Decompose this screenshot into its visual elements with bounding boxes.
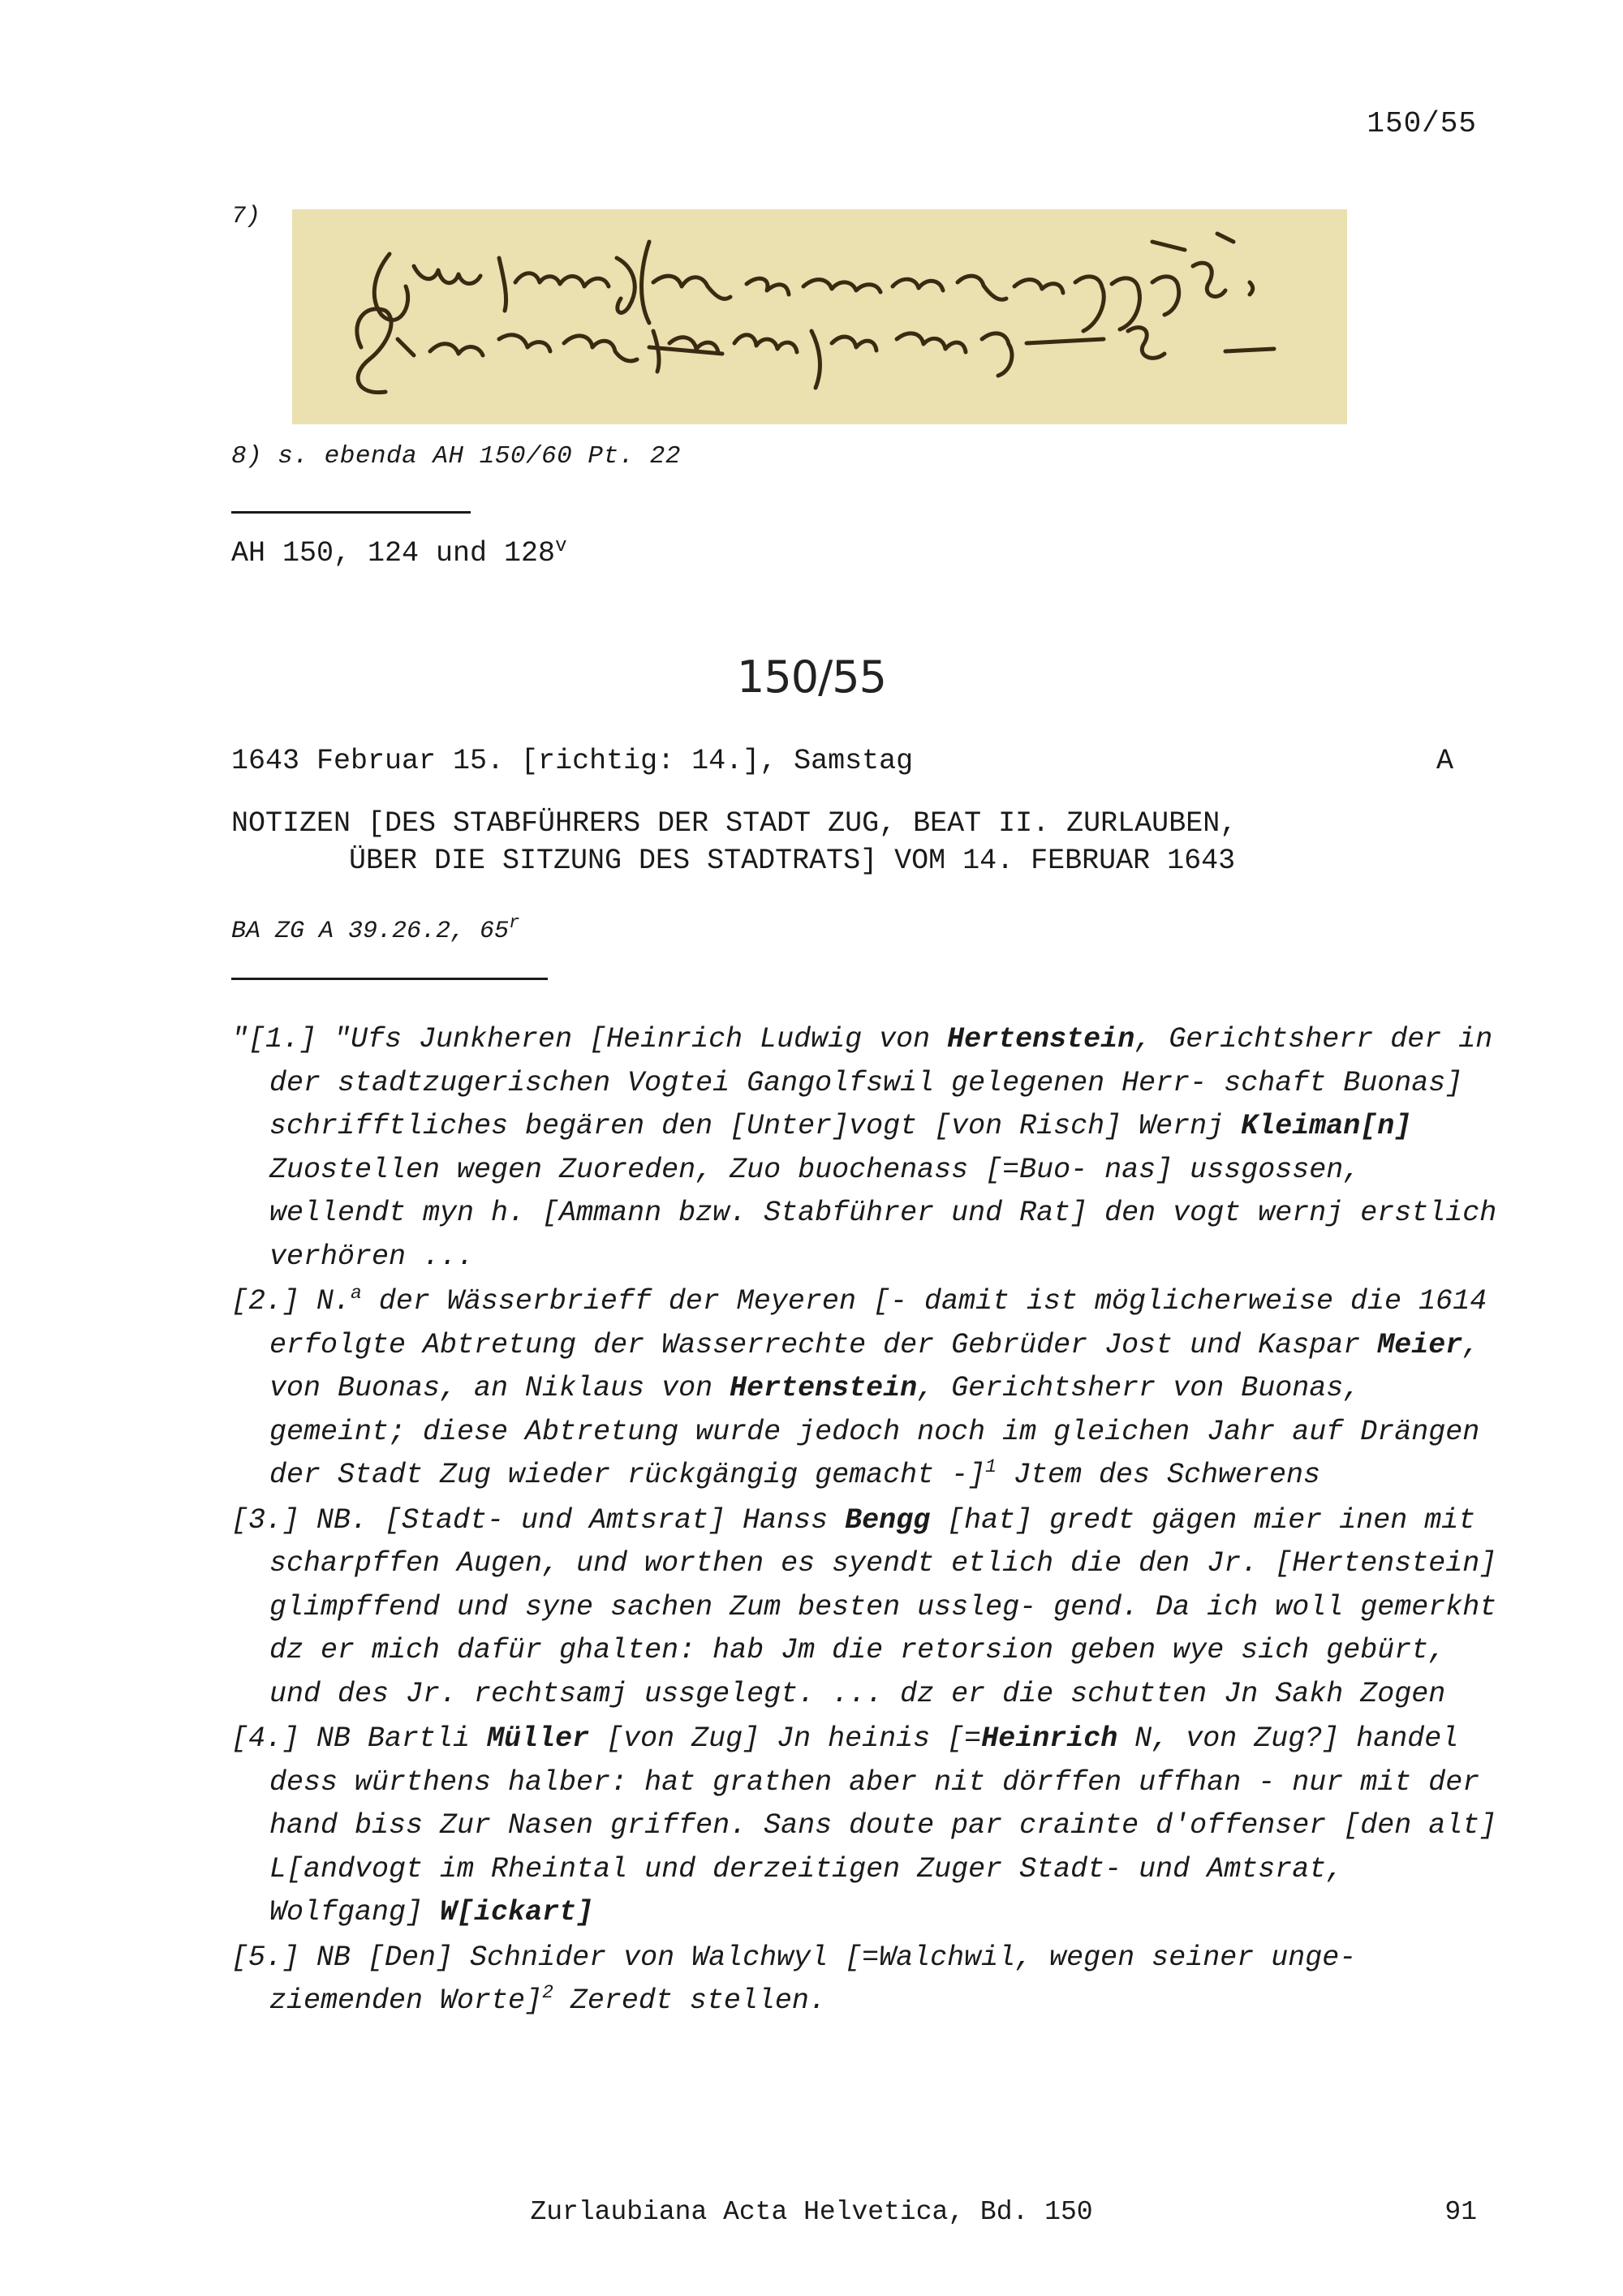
date-letter: A — [1436, 745, 1454, 777]
footnote-8: 8) s. ebenda AH 150/60 Pt. 22 — [231, 442, 681, 471]
date-line: 1643 Februar 15. [richtig: 14.], Samstag — [231, 745, 914, 777]
archive-reference — [231, 913, 519, 945]
text: [4.] NB Bartli — [231, 1722, 488, 1755]
name-bold: Hertenstein — [730, 1372, 918, 1404]
footnote-marker: a — [351, 1283, 362, 1304]
name-bold: Hertenstein — [947, 1023, 1135, 1056]
text: [3.] NB. [Stadt- und Amtsrat] Hanss — [231, 1503, 846, 1537]
document-body — [231, 1018, 1497, 2025]
paragraph-4 — [231, 1718, 1497, 1935]
text: Zeredt stellen. — [553, 1984, 826, 2017]
source-reference-sup: v — [555, 535, 567, 557]
page-footer: Zurlaubiana Acta Helvetica, Bd. 150 — [530, 2197, 1093, 2227]
handwriting-image — [292, 209, 1347, 424]
paragraph-1 — [231, 1018, 1497, 1279]
text: Jtem des Schwerens — [996, 1459, 1321, 1491]
text: Zuostellen wegen Zuoreden, Zuo buochenass [=Buo- nas] ussgossen, wellendt myn h. [Ammann bzw. Stabführer und Rat] den vogt wernj erstlich verhören ... — [269, 1153, 1497, 1273]
text: N, von Zug?] handel dess würthens halber: hat grathen aber nit dörffen uffhan - nur mit der hand biss Zur Nasen griffen. Sans doute par crainte d'offenser [den alt] L[andvogt im Rheintal und derzeitigen Zuger Stadt- und Amtsrat, Wolfgang] — [269, 1722, 1497, 1928]
paragraph-5 — [231, 1937, 1497, 2023]
archive-reference-text: BA ZG A 39.26.2, 65 — [231, 918, 510, 945]
name-bold: Bengg — [845, 1503, 931, 1537]
handwriting-icon — [292, 209, 1347, 424]
heading-line-2: ÜBER DIE SITZUNG DES STADTRATS] VOM 14. FEBRUAR 1643 — [349, 845, 1236, 877]
name-bold: W[ickart] — [440, 1896, 594, 1928]
paragraph-2 — [231, 1280, 1497, 1498]
text: [5.] NB [Den] Schnider von Walchwyl [=Walchwil, wegen seiner unge- ziemenden Worte] — [231, 1941, 1357, 2017]
footnote-marker: 1 — [985, 1456, 997, 1477]
source-reference — [231, 535, 566, 570]
name-bold: Heinrich — [981, 1722, 1118, 1755]
source-reference-text: AH 150, 124 und 128 — [231, 537, 556, 570]
text: [hat] gredt gägen mier inen mit scharpffen Augen, und worthen es syendt etlich die den Jr. [Hertenstein] glimpffend und syne sachen Zum besten ussleg- gend. Da ich woll gemerkht dz er mich dafür ghalten: hab Jm die retorsion geben wye sich gebürt, und des Jr. rechtsamj ussgelegt. ... dz er die schutten Jn Sakh Zogen — [269, 1503, 1497, 1710]
divider-rule — [231, 511, 471, 514]
text: [2.] N. — [231, 1285, 351, 1318]
text: der Wässerbrieff der Meyeren [- damit ist möglicherweise die 1614 erfolgte Abtretung der Wasserrechte der Gebrüder Jost und Kaspar — [269, 1285, 1487, 1361]
paragraph-3 — [231, 1499, 1497, 1717]
document-title: 150/55 — [737, 651, 886, 703]
archive-reference-sup: r — [509, 913, 520, 933]
text: "[1.] "Ufs Junkheren [Heinrich Ludwig von — [231, 1023, 948, 1056]
page-number-bottom: 91 — [1444, 2197, 1477, 2227]
text: [von Zug] Jn heinis [= — [589, 1722, 982, 1755]
footnote-7-label: 7) — [231, 203, 261, 230]
page-number-top: 150/55 — [1367, 107, 1477, 140]
text: , Gerichtsherr von Buonas, gemeint; diese Abtretung wurde jedoch noch im gleichen Jahr auf Drängen der Stadt Zug wieder rückgängig gemacht -] — [269, 1372, 1480, 1491]
name-bold: Meier — [1377, 1328, 1463, 1361]
heading-line-1: NOTIZEN [DES STABFÜHRERS DER STADT ZUG, BEAT II. ZURLAUBEN, — [231, 807, 1238, 840]
name-bold: Müller — [487, 1722, 590, 1755]
footnote-marker: 2 — [542, 1982, 553, 2003]
text: , von Buonas, an Niklaus von — [269, 1328, 1480, 1404]
name-bold: Kleiman[n] — [1241, 1110, 1412, 1142]
text: , Gerichtsherr der in der stadtzugerischen Vogtei Gangolfswil gelegenen Herr- schaft Buonas] schrifftliches begären den [Unter]vogt [von Risch] Wernj — [269, 1023, 1493, 1142]
divider-rule — [231, 978, 548, 980]
document-heading — [231, 805, 1416, 879]
